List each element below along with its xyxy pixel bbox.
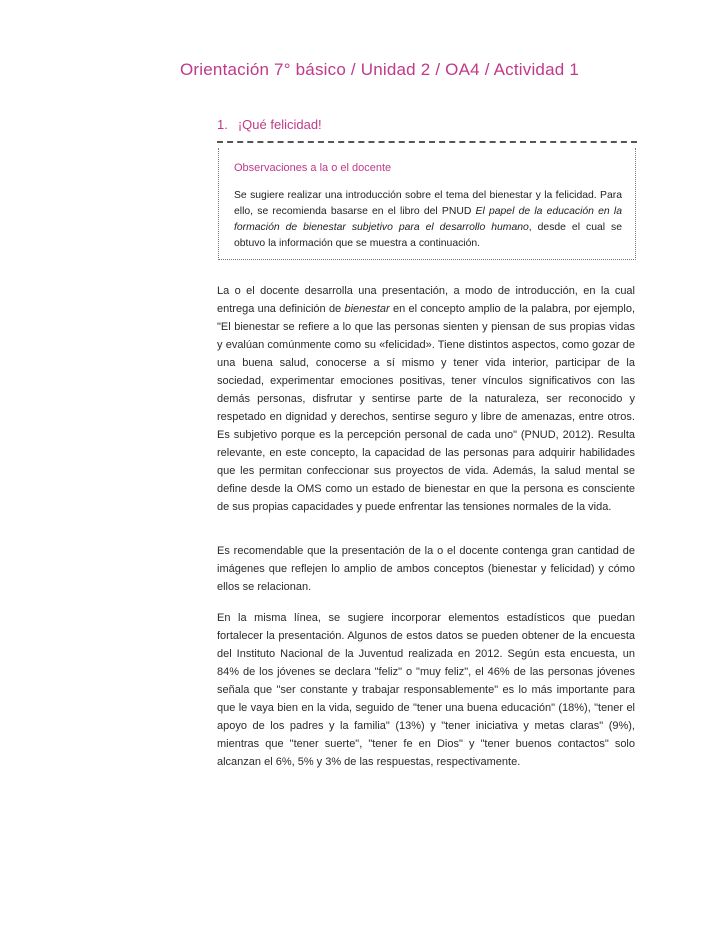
observations-text [234, 188, 622, 252]
observations-text-end: , desde el cual se obtuvo la información que se muestra a continuación. [234, 222, 622, 249]
section-title: ¡Qué felicidad! [237, 117, 322, 132]
observations-text-intro: Se sugiere realizar una introducción sobre el tema del bienestar y la felicidad. Para ello, se recomienda basarse en el libro del PNUD [234, 190, 622, 217]
paragraph-definition [217, 282, 635, 516]
paragraph-definition-start: La o el docente desarrolla una presentación, a modo de introducción, en la cual entrega una definición de [217, 285, 635, 315]
paragraph-statistics: En la misma línea, se sugiere incorporar elementos estadísticos que puedan fortalecer la presentación. Algunos de estos datos se pueden obtener de la encuesta del Instituto Nacional de la Juventud realizada en 2012. Según esta encuesta, un 84% de los jóvenes se declara "feliz" o "muy feliz", el 46% de las personas jóvenes señala que "ser constante y trabajar responsablemente" es lo más importante para que le vaya bien en la vida, seguido de "tener una buena educación" (18%), "tener el apoyo de los padres y la familia" (13%) y "tener iniciativa y metas claras" (9%), mientras que "tener suerte", "tener fe en Dios" y "tener buenos contactos" solo alcanzan el 6%, 5% y 3% de las respuestas, respectivamente. [217, 612, 635, 768]
paragraph-definition-rest: en el concepto amplio de la palabra, por ejemplo, "El bienestar se refiere a lo que las personas sienten y piensan de sus propias vidas y evalúan comúnmente como su «felicidad». Tiene distintos aspectos, como gozar de una buena salud, conocerse a sí mismo y tener vida interior, participar de la sociedad, experimentar emociones positivas, tener vínculos significativos con las demás personas, disfrutar y sentirse parte de la naturaleza, ser reconocido y respetado en dignidad y derechos, sentirse seguro y libre de amenazas, entre otros. Es subjetivo porque es la percepción personal de cada uno" (PNUD, 2012). Resulta relevante, en este concepto, la capacidad de las personas para adquirir habilidades que les permitan confeccionar sus proyectos de vida. Además, la salud mental se define desde la OMS como un estado de bienestar en que la persona es consciente de sus propias capacidades y puede enfrentar las tensiones normales de la vida. [217, 303, 635, 513]
observations-title: Observaciones a la o el docente [234, 162, 392, 174]
book-title: El papel de la educación en la formación de bienestar subjetivo para el desarrollo humano [234, 206, 622, 233]
page-title: Orientación 7° básico / Unidad 2 / OA4 / Actividad 1 [180, 60, 579, 79]
section-heading [217, 117, 322, 132]
heading-divider [217, 141, 637, 143]
term-bienestar: bienestar [344, 303, 390, 315]
section-number: 1. [217, 117, 228, 132]
paragraph-images: Es recomendable que la presentación de la o el docente contenga gran cantidad de imágenes que reflejen lo amplio de ambos conceptos (bienestar y felicidad) y cómo ellos se relacionan. [217, 545, 635, 593]
